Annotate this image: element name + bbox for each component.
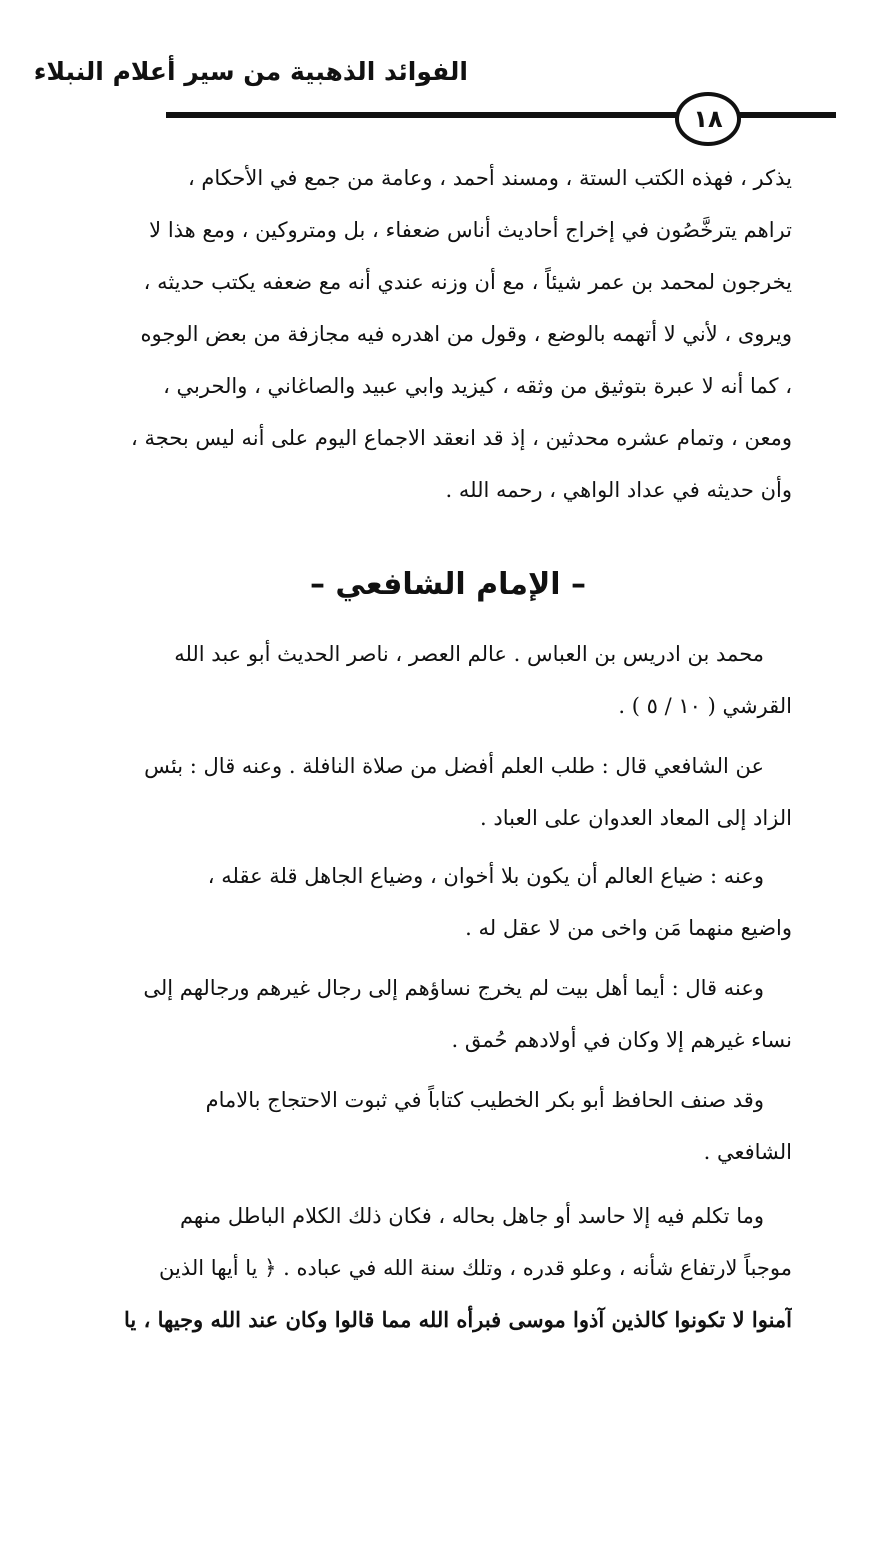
text-line: ، كما أنه لا عبرة بتوثيق من وثقه ، كيزيد وابي عبيد والصاغاني ، والحربي ، bbox=[163, 374, 792, 398]
text-line: وما تكلم فيه إلا حاسد أو جاهل بحاله ، فكان ذلك الكلام الباطل منهم bbox=[179, 1204, 764, 1228]
text-line: القرشي ( ١٠ / ٥ ) . bbox=[618, 694, 792, 718]
text-line: وأن حديثه في عداد الواهي ، رحمه الله . bbox=[445, 478, 792, 502]
text-line: عن الشافعي قال : طلب العلم أفضل من صلاة النافلة . وعنه قال : بئس bbox=[144, 754, 764, 778]
paragraph bbox=[80, 628, 792, 732]
paragraph bbox=[80, 1074, 792, 1178]
paragraph bbox=[80, 962, 792, 1066]
text-line: واضيع منهما مَن واخى من لا عقل له . bbox=[465, 916, 792, 940]
section-heading: – الإمام الشافعي – bbox=[309, 567, 587, 602]
text-line: وعنه : ضياع العالم أن يكون بلا أخوان ، وضياع الجاهل قلة عقله ، bbox=[207, 864, 764, 888]
page-number: ١٨ bbox=[675, 92, 741, 146]
text-line: تراهم يترخَّصُون في إخراج أحاديث أناس ضعفاء ، بل ومتروكين ، ومع هذا لا bbox=[149, 218, 792, 242]
text-line: يخرجون لمحمد بن عمر شيئاً ، مع أن وزنه عندي أنه مع ضعفه يكتب حديثه ، bbox=[143, 270, 792, 294]
text-line: يذكر ، فهذه الكتب الستة ، ومسند أحمد ، وعامة من جمع في الأحكام ، bbox=[187, 166, 792, 190]
text-line: آمنوا لا تكونوا كالذين آذوا موسى فبرأه الله مما قالوا وكان عند الله وجيها ، يا bbox=[124, 1307, 792, 1332]
top-paragraph bbox=[80, 152, 792, 516]
text-line: الشافعي . bbox=[703, 1140, 792, 1164]
paragraph bbox=[80, 1190, 792, 1346]
text-line: وعنه قال : أيما أهل بيت لم يخرج نساؤهم إلى رجال غيرهم ورجالهم إلى bbox=[143, 976, 764, 1000]
text-line: محمد بن ادريس بن العباس . عالم العصر ، ناصر الحديث أبو عبد الله bbox=[174, 642, 764, 666]
text-line: ويروى ، لأني لا أتهمه بالوضع ، وقول من اهدره فيه مجازفة من بعض الوجوه bbox=[140, 322, 792, 346]
paragraph bbox=[80, 740, 792, 844]
text-line: ومعن ، وتمام عشره محدثين ، إذ قد انعقد الاجماع اليوم على أنه ليس بحجة ، bbox=[131, 426, 792, 450]
running-title: الفوائد الذهبية من سير أعلام النبلاء bbox=[33, 57, 468, 86]
paragraph bbox=[80, 850, 792, 954]
text-line: نساء غيرهم إلا وكان في أولادهم حُمق . bbox=[451, 1028, 792, 1052]
text-line: وقد صنف الحافظ أبو بكر الخطيب كتاباً في ثبوت الاحتجاج بالامام bbox=[205, 1088, 764, 1112]
text-line: الزاد إلى المعاد العدوان على العباد . bbox=[480, 806, 792, 830]
text-line: موجباً لارتفاع شأنه ، وعلو قدره ، وتلك سنة الله في عباده . ﴿ يا أيها الذين bbox=[159, 1256, 792, 1280]
